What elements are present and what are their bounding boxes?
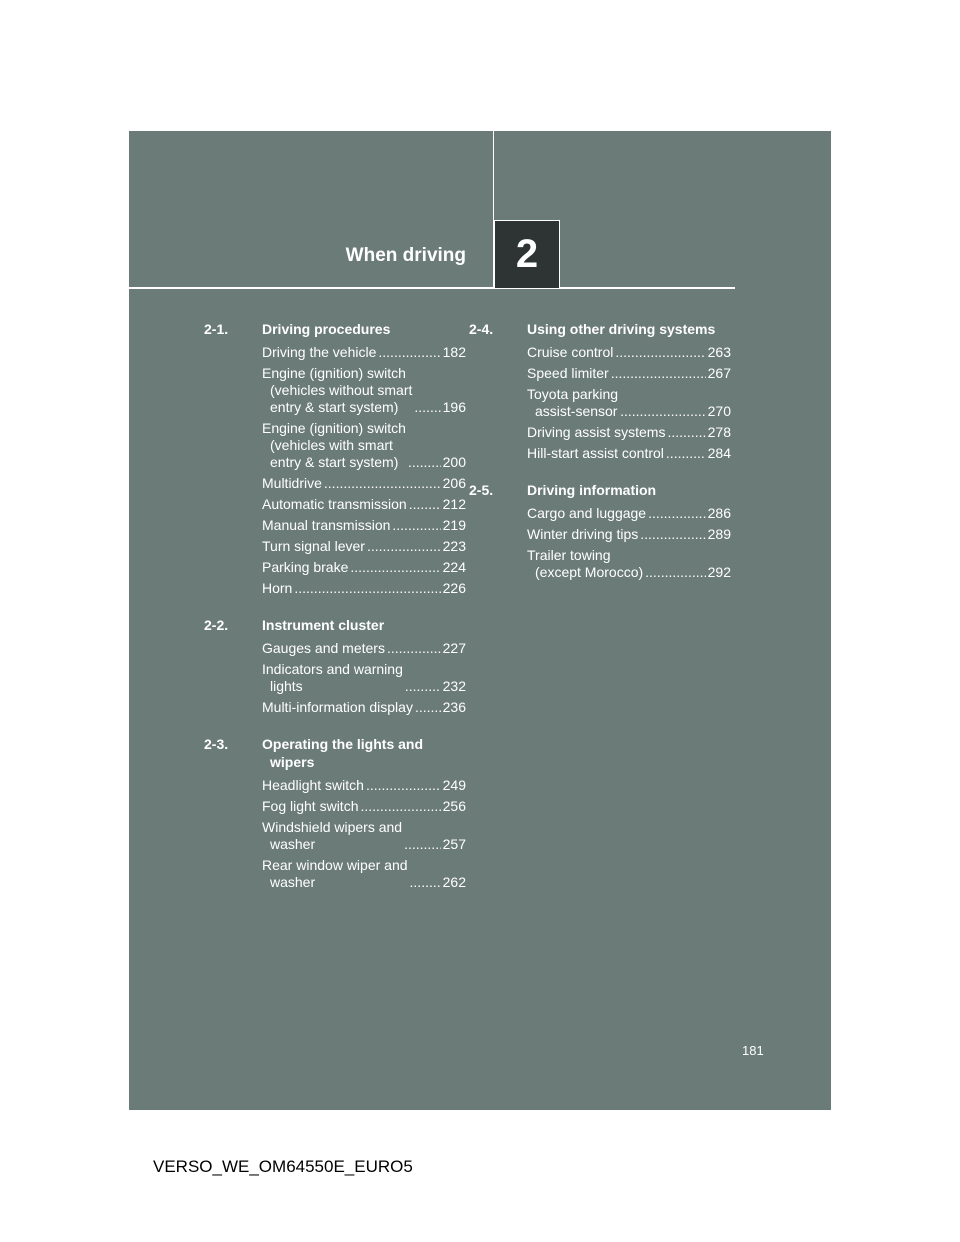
entry-title: [262, 475, 322, 492]
entry-page-number: 196: [442, 399, 466, 415]
entry-title: [527, 386, 618, 420]
entry-title-line: entry & start system): [270, 454, 399, 470]
entry-title-line: Engine (ignition) switch: [262, 365, 406, 381]
entry-page-number: 200: [442, 454, 466, 470]
entry-title-line: Automatic transmission: [262, 496, 407, 512]
section-heading: [204, 320, 466, 338]
entry-title-line: assist-sensor: [535, 403, 618, 419]
entry-title: [527, 445, 664, 462]
entry-title-line: Gauges and meters: [262, 640, 385, 656]
section-heading: [204, 735, 466, 771]
entry-title-line: Cargo and luggage: [527, 505, 647, 521]
entry-title-line: Multi-information display: [262, 699, 413, 715]
toc-entry[interactable]: [469, 547, 731, 581]
dot-leader: [392, 517, 440, 534]
dot-leader: [360, 798, 440, 815]
toc-entry[interactable]: [469, 365, 731, 382]
toc-entry[interactable]: [204, 819, 466, 853]
toc-column-left: [204, 320, 466, 910]
entry-title-line: Windshield wipers and: [262, 819, 403, 835]
entry-page-number: 263: [707, 344, 731, 360]
dot-leader: [404, 836, 441, 853]
entry-title: [262, 798, 358, 815]
toc-entry[interactable]: [469, 445, 731, 462]
dot-leader: [366, 777, 441, 794]
section-title-line: Instrument cluster: [262, 617, 385, 633]
section-number: 2-4.: [469, 321, 494, 337]
section-title-line: Operating the lights and: [262, 736, 424, 752]
section-title-line: Driving procedures: [262, 321, 391, 337]
dot-leader: [620, 403, 706, 420]
toc-entry[interactable]: [204, 777, 466, 794]
entry-title: [262, 559, 348, 576]
entry-title-line: (vehicles without smart: [270, 382, 413, 398]
toc-entry[interactable]: [204, 559, 466, 576]
dot-leader: [410, 874, 441, 891]
section-heading: [204, 616, 466, 634]
toc-entry[interactable]: [204, 538, 466, 555]
entry-title-line: Driving assist systems: [527, 424, 666, 440]
section-number: 2-2.: [204, 617, 229, 633]
entry-title: [262, 580, 292, 597]
toc-section: [204, 320, 466, 597]
section-title: [262, 320, 466, 338]
toc-section: [204, 616, 466, 716]
toc-entry[interactable]: [204, 640, 466, 657]
entry-page-number: 270: [707, 403, 731, 419]
entry-title-line: Headlight switch: [262, 777, 364, 793]
dot-leader: [640, 526, 705, 543]
entry-title: [262, 819, 402, 853]
entry-title: [527, 526, 638, 543]
dot-leader: [414, 399, 440, 416]
chapter-number: 2: [515, 232, 539, 276]
entry-title-line: Multidrive: [262, 475, 322, 491]
dot-leader: [350, 559, 440, 576]
dot-leader: [409, 496, 441, 513]
toc-entry[interactable]: [204, 344, 466, 361]
toc-entry[interactable]: [204, 580, 466, 597]
entry-title-line: Indicators and warning: [262, 661, 403, 677]
section-heading: [469, 320, 731, 338]
entry-title: [262, 496, 407, 513]
entry-title-line: Rear window wiper and: [262, 857, 408, 873]
entry-page-number: 278: [707, 424, 731, 440]
entry-title: [262, 777, 364, 794]
entry-title: [262, 857, 408, 891]
section-title-line: wipers: [270, 754, 315, 770]
chapter-title: When driving: [345, 245, 466, 266]
entry-page-number: 227: [442, 640, 466, 656]
entry-title-line: Toyota parking: [527, 386, 619, 402]
toc-section: [469, 481, 731, 581]
dot-leader: [408, 454, 441, 471]
entry-title-line: washer: [270, 836, 316, 852]
entry-page-number: 224: [442, 559, 466, 575]
section-number: 2-1.: [204, 321, 229, 337]
document-code: VERSO_WE_OM64550E_EURO5: [153, 1157, 413, 1176]
entry-page-number: 289: [707, 526, 731, 542]
entry-title: [527, 424, 665, 441]
section-title-line: Driving information: [527, 482, 657, 498]
toc-entry[interactable]: [204, 798, 466, 815]
toc-entry[interactable]: [204, 475, 466, 492]
dot-leader: [367, 538, 441, 555]
toc-section: [204, 735, 466, 891]
header-divider-horizontal: [129, 287, 735, 289]
chapter-number-box: [494, 220, 560, 288]
entry-title-line: (vehicles with smart: [270, 437, 393, 453]
entry-page-number: 267: [707, 365, 731, 381]
dot-leader: [387, 640, 441, 657]
entry-title-line: entry & start system): [270, 399, 399, 415]
dot-leader: [324, 475, 441, 492]
entry-page-number: 249: [442, 777, 466, 793]
dot-leader: [611, 365, 706, 382]
entry-title: [262, 365, 412, 416]
entry-title: [262, 538, 365, 555]
toc-entry[interactable]: [469, 344, 731, 361]
entry-title-line: Winter driving tips: [527, 526, 639, 542]
section-number: 2-5.: [469, 482, 494, 498]
entry-page-number: 236: [442, 699, 466, 715]
section-heading: [469, 481, 731, 499]
entry-title: [527, 344, 613, 361]
dot-leader: [294, 580, 440, 597]
dot-leader: [405, 678, 441, 695]
toc-entry[interactable]: [469, 505, 731, 522]
entry-title: [262, 640, 385, 657]
toc-entry[interactable]: [469, 386, 731, 420]
entry-title: [527, 547, 643, 581]
entry-title-line: Fog light switch: [262, 798, 359, 814]
entry-page-number: 262: [442, 874, 466, 890]
toc-entry[interactable]: [204, 420, 466, 471]
entry-title: [262, 699, 413, 716]
dot-leader: [415, 699, 441, 716]
entry-page-number: 223: [442, 538, 466, 554]
entry-page-number: 292: [707, 564, 731, 580]
page-number: 181: [742, 1043, 764, 1058]
section-number: 2-3.: [204, 736, 229, 752]
entry-title-line: lights: [270, 678, 303, 694]
entry-title: [262, 420, 406, 471]
entry-title-line: Engine (ignition) switch: [262, 420, 406, 436]
entry-page-number: 219: [442, 517, 466, 533]
dot-leader: [648, 505, 706, 522]
entry-page-number: 232: [442, 678, 466, 694]
entry-title-line: Cruise control: [527, 344, 614, 360]
entry-page-number: 257: [442, 836, 466, 852]
entry-page-number: 182: [442, 344, 466, 360]
dot-leader: [615, 344, 705, 361]
entry-page-number: 256: [442, 798, 466, 814]
section-title: [527, 481, 731, 499]
entry-title-line: Turn signal lever: [262, 538, 365, 554]
toc-entry[interactable]: [204, 517, 466, 534]
toc-section: [469, 320, 731, 462]
section-title-line: Using other driving systems: [527, 321, 716, 337]
toc-entry[interactable]: [204, 699, 466, 716]
entry-title-line: Parking brake: [262, 559, 349, 575]
entry-page-number: 226: [442, 580, 466, 596]
entry-title-line: Speed limiter: [527, 365, 609, 381]
section-title: [262, 616, 466, 634]
entry-title-line: Horn: [262, 580, 293, 596]
entry-title-line: (except Morocco): [535, 564, 644, 580]
dot-leader: [378, 344, 440, 361]
entry-title-line: Manual transmission: [262, 517, 391, 533]
toc-entry[interactable]: [204, 365, 466, 416]
entry-page-number: 284: [707, 445, 731, 461]
entry-title: [527, 505, 646, 522]
toc-entry[interactable]: [469, 526, 731, 543]
entry-title-line: Trailer towing: [527, 547, 611, 563]
section-title: [527, 320, 731, 338]
section-title: [262, 735, 466, 771]
entry-title: [527, 365, 609, 382]
entry-title: [262, 661, 403, 695]
toc-entry[interactable]: [204, 496, 466, 513]
toc-entry[interactable]: [204, 661, 466, 695]
entry-title-line: Hill-start assist control: [527, 445, 664, 461]
entry-page-number: 206: [442, 475, 466, 491]
toc-column-right: [469, 320, 731, 600]
entry-title: [262, 517, 390, 534]
entry-page-number: 212: [442, 496, 466, 512]
entry-title-line: Driving the vehicle: [262, 344, 377, 360]
toc-entry[interactable]: [204, 857, 466, 891]
dot-leader: [666, 445, 706, 462]
dot-leader: [667, 424, 705, 441]
entry-title: [262, 344, 376, 361]
entry-page-number: 286: [707, 505, 731, 521]
dot-leader: [645, 564, 705, 581]
entry-title-line: washer: [270, 874, 316, 890]
toc-entry[interactable]: [469, 424, 731, 441]
